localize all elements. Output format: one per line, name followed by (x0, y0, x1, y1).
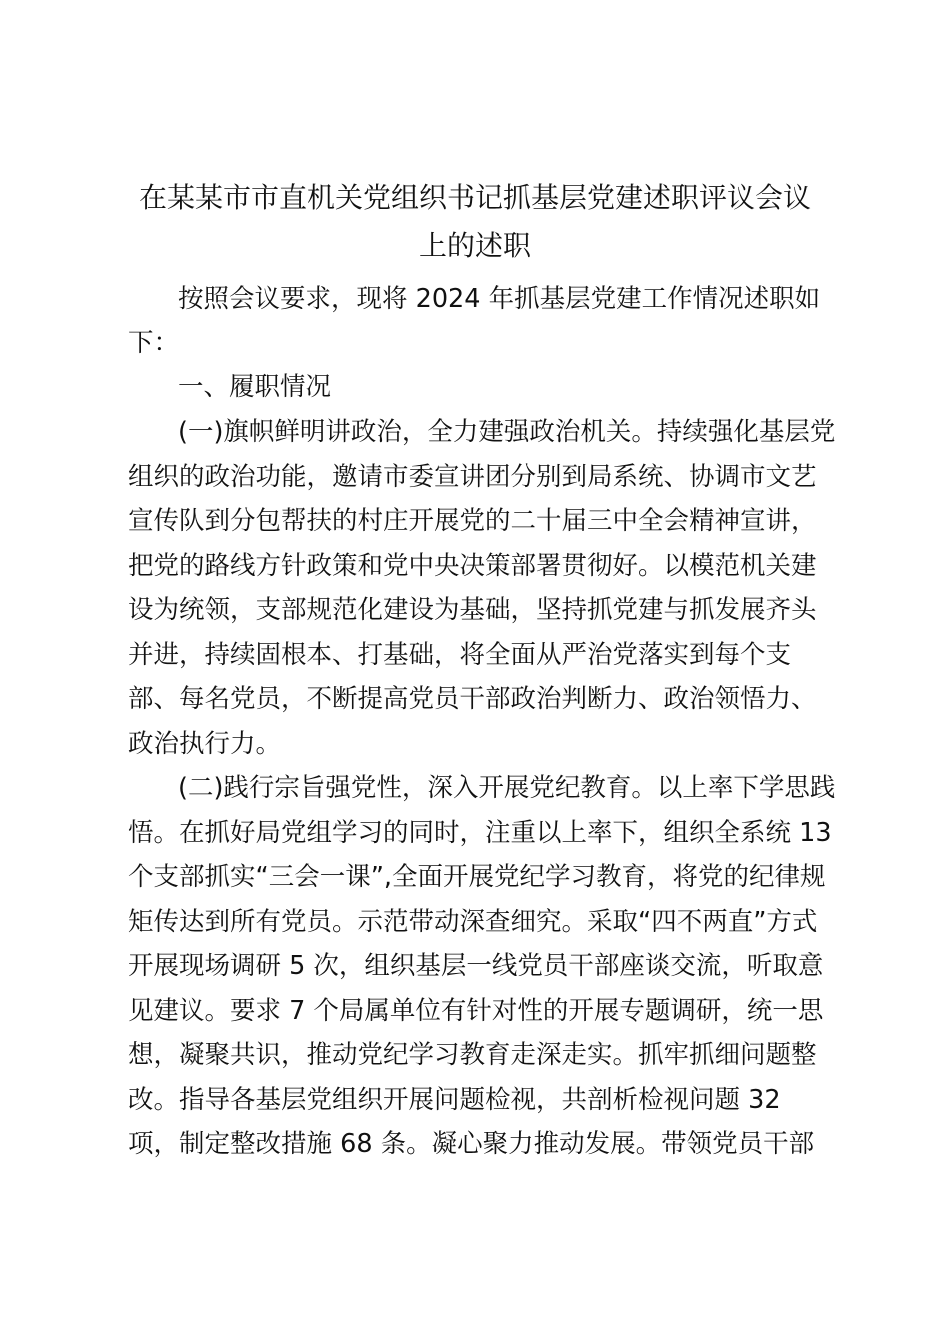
paragraph-2-line-5: 开展现场调研 5 次，组织基层一线党员干部座谈交流，听取意 (128, 951, 824, 981)
paragraph-2-line-2: 悟。在抓好局党组学习的同时，注重以上率下，组织全系统 13 (128, 818, 832, 848)
paragraph-1-line-6: 并进，持续固根本、打基础，将全面从严治党落实到每个支 (128, 640, 792, 670)
paragraph-1-line-5: 设为统领，支部规范化建设为基础，坚持抓党建与抓发展齐头 (128, 595, 817, 625)
paragraph-2-line-1: (二)践行宗旨强党性，深入开展党纪教育。以上率下学思践 (178, 773, 836, 803)
paragraph-1-line-2: 组织的政治功能，邀请市委宣讲团分别到局系统、协调市文艺 (128, 462, 817, 492)
paragraph-1-line-3: 宣传队到分包帮扶的村庄开展党的二十届三中全会精神宣讲， (128, 506, 817, 536)
paragraph-2-line-7: 想，凝聚共识，推动党纪学习教育走深走实。抓牢抓细问题整 (128, 1040, 817, 1070)
paragraph-1-line-7: 部、每名党员，不断提高党员干部政治判断力、政治领悟力、 (128, 684, 817, 714)
document-title-line-2: 上的述职 (418, 229, 531, 262)
intro-line-2: 下： (128, 328, 180, 358)
paragraph-2-line-9: 项，制定整改措施 68 条。凝心聚力推动发展。带领党员干部 (128, 1129, 815, 1159)
paragraph-1-line-1: (一)旗帜鲜明讲政治，全力建强政治机关。持续强化基层党 (178, 417, 836, 447)
paragraph-2-line-4: 矩传达到所有党员。示范带动深查细究。采取“四不两直”方式 (128, 907, 818, 937)
intro-line-1: 按照会议要求，现将 2024 年抓基层党建工作情况述职如 (178, 284, 821, 314)
document-title-line-1: 在某某市市直机关党组织书记抓基层党建述职评议会议 (138, 181, 811, 214)
section-heading: 一、履职情况 (178, 372, 332, 402)
paragraph-1-line-4: 把党的路线方针政策和党中央决策部署贯彻好。以模范机关建 (128, 551, 817, 581)
paragraph-2-line-8: 改。指导各基层党组织开展问题检视，共剖析检视问题 32 (128, 1085, 781, 1115)
paragraph-2-line-3: 个支部抓实“三会一课”,全面开展党纪学习教育，将党的纪律规 (128, 862, 826, 892)
paragraph-2-line-6: 见建议。要求 7 个局属单位有针对性的开展专题调研，统一思 (128, 996, 824, 1026)
paragraph-1-line-8: 政治执行力。 (128, 729, 282, 759)
